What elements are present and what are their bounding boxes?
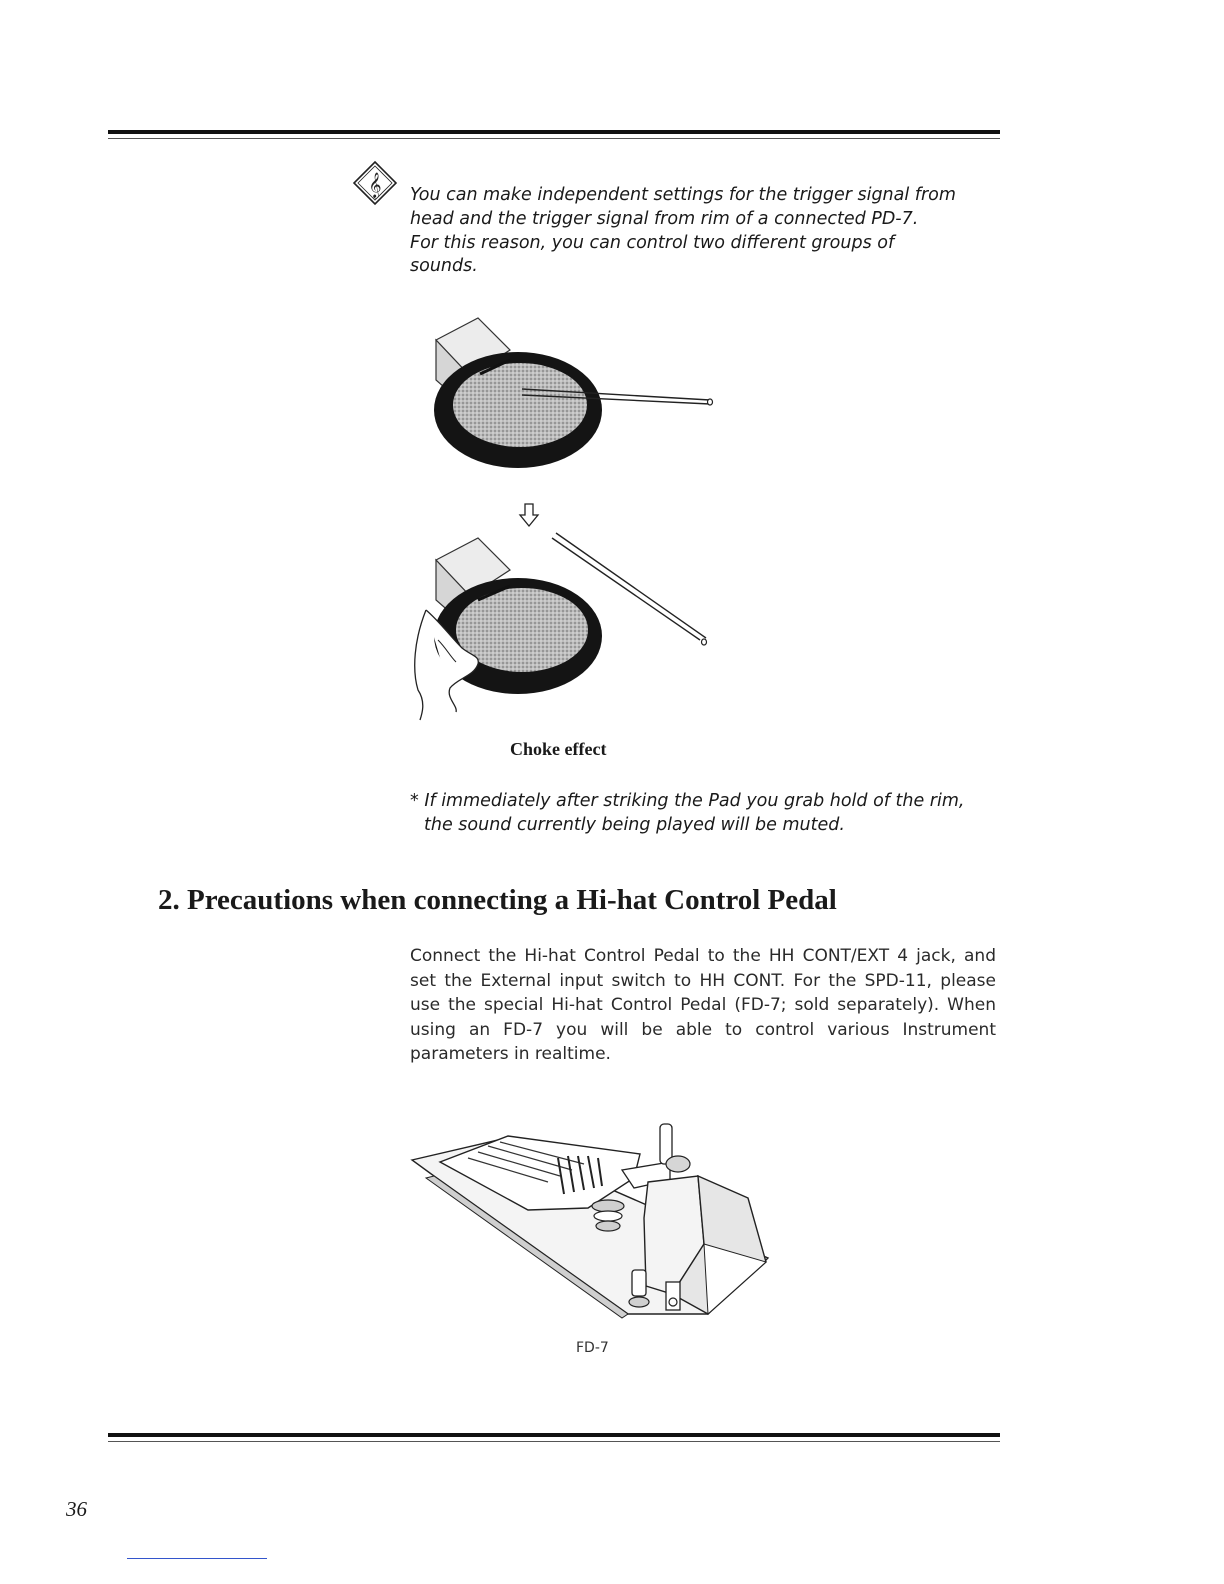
fd7-pedal-illustration — [408, 1118, 788, 1328]
choke-footnote — [410, 789, 1010, 837]
note-line-3: For this reason, you can control two different groups of — [410, 232, 895, 253]
bottom-rule — [108, 1433, 1000, 1442]
pad-strike-drawing — [434, 318, 713, 468]
section-body-text: Connect the Hi-hat Control Pedal to the HH CONT/EXT 4 jack, and set the External input switch to HH CONT. For the SPD-11, please use the special Hi-hat Control Pedal (FD-7; sold separately). When using an FD-7 you will be able to control various Instrument parameters in realtime. — [410, 946, 996, 1064]
section-heading: 2. Precautions when connecting a Hi-hat Control Pedal — [158, 884, 837, 916]
note-line-4: sounds. — [410, 256, 478, 276]
footnote-line-1: * If immediately after striking the Pad you grab hold of the rim, — [410, 791, 965, 811]
down-arrow-icon — [520, 504, 538, 526]
note-line-2: head and the trigger signal from rim of a connected PD-7. — [410, 209, 919, 229]
bottom-link-underline — [127, 1558, 267, 1559]
footnote-line-2: the sound currently being played will be muted. — [424, 815, 845, 835]
choke-effect-caption: Choke effect — [510, 739, 607, 759]
note-line-1: You can make independent settings for the trigger signal from — [410, 185, 956, 205]
fd7-caption: FD-7 — [576, 1340, 609, 1356]
treble-clef-note-icon — [352, 160, 398, 206]
top-rule — [108, 130, 1000, 139]
choke-effect-illustration — [410, 310, 740, 730]
pad-choke-drawing — [415, 533, 707, 720]
page-number: 36 — [66, 1497, 87, 1521]
svg-text:𝄞: 𝄞 — [368, 173, 382, 198]
